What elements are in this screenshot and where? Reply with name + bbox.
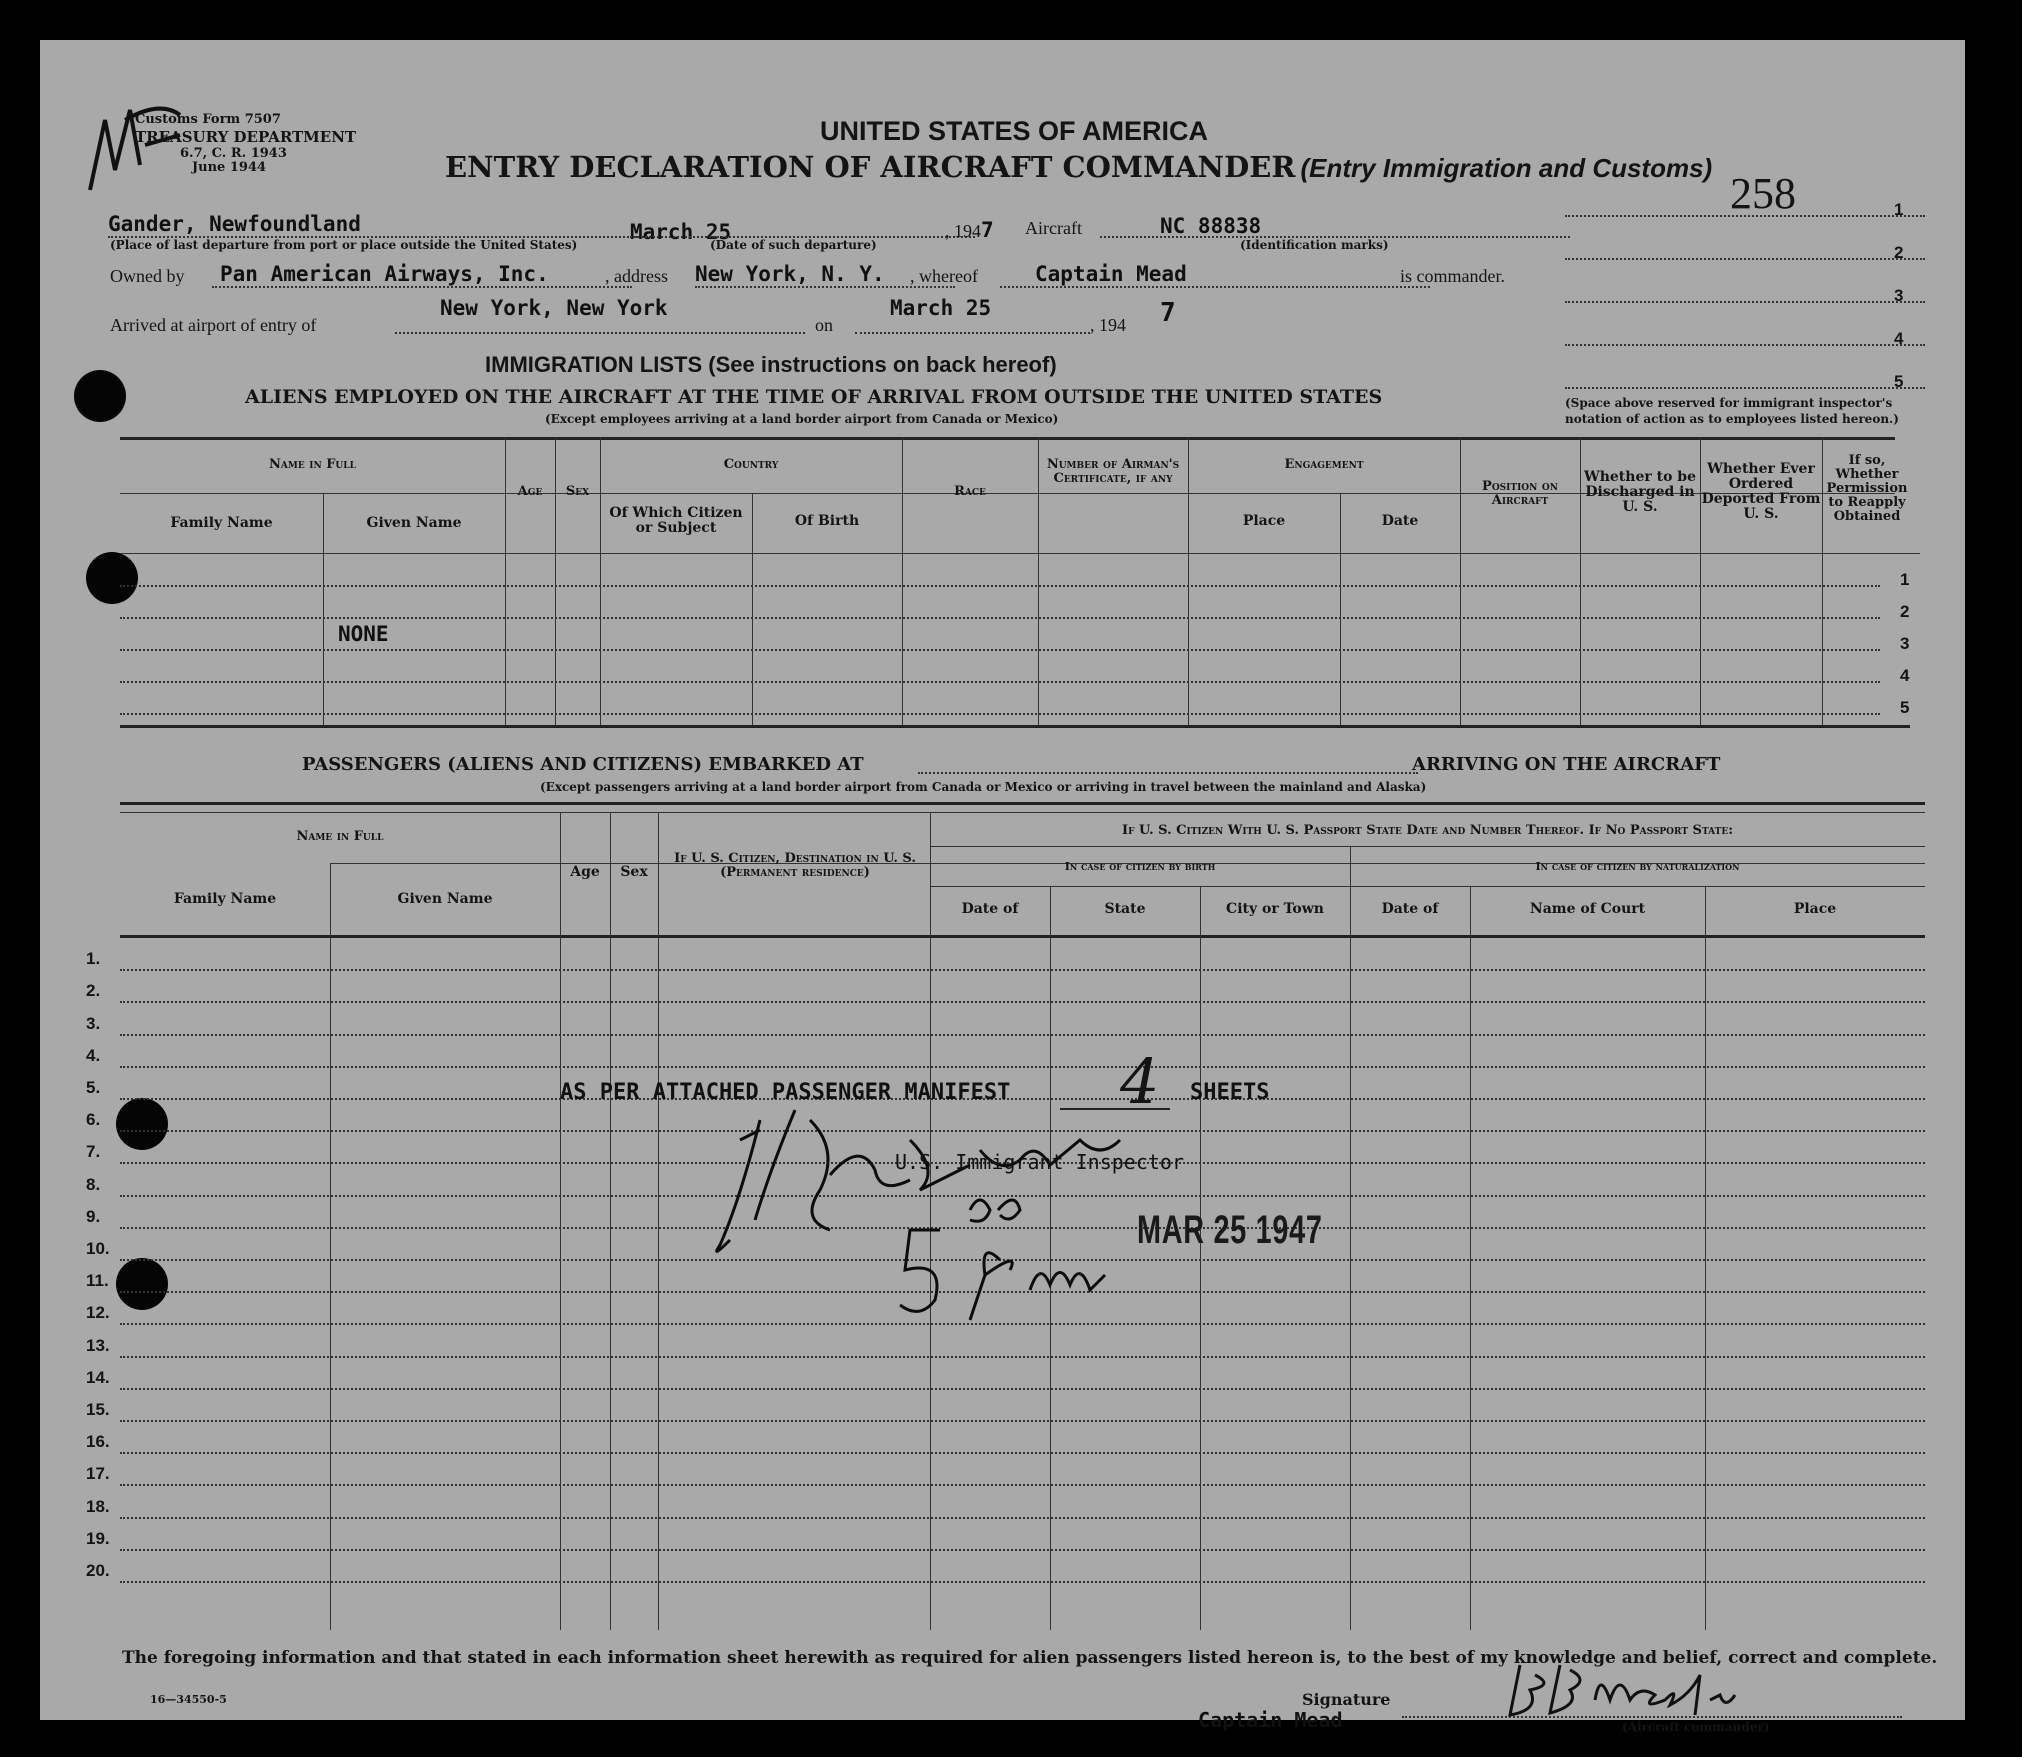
- passenger-row-line: [120, 1452, 1925, 1454]
- col-date: Date: [1381, 513, 1419, 529]
- passenger-row-line: [120, 1066, 1925, 1068]
- passengers-title: PASSENGERS (ALIENS AND CITIZENS) EMBARKED AT: [302, 754, 864, 775]
- passenger-row-number: 7.: [86, 1142, 101, 1161]
- pcol-by-birth: In case of citizen by birth: [1064, 860, 1216, 873]
- passenger-row-number: 12.: [86, 1303, 110, 1322]
- pcol-by-naturalization: In case of citizen by naturalization: [1535, 860, 1740, 873]
- immigration-subtitle: ALIENS EMPLOYED ON THE AIRCRAFT AT THE TIME OF ARRIVAL FROM OUTSIDE THE UNITED STATES: [245, 386, 1383, 408]
- pcol-given-name: Given Name: [397, 891, 493, 907]
- declaration-text: The foregoing information and that stated in each information sheet herewith as required for alien passengers listed hereon is, to the best of my knowledge and belief, correct and complete.: [122, 1648, 1938, 1668]
- alien-row-number: 3: [1900, 634, 1910, 653]
- passenger-row-line: [120, 1549, 1925, 1551]
- form-title-main: ENTRY DECLARATION OF AIRCRAFT COMMANDER: [445, 150, 1296, 184]
- aircraft-label: Aircraft: [1025, 218, 1082, 238]
- passenger-row-line: [120, 1517, 1925, 1519]
- passenger-row-line: [120, 1034, 1925, 1036]
- col-citizen-of: Of Which Citizen or Subject: [609, 505, 743, 536]
- col-country: Country: [723, 457, 779, 472]
- manifest-prefix: AS PER ATTACHED PASSENGER MANIFEST: [560, 1080, 1011, 1105]
- passenger-row-number: 9.: [86, 1207, 101, 1226]
- passenger-row-line: [120, 1388, 1925, 1390]
- col-permission: If so, Whether Permission to Reapply Obtained: [1826, 453, 1908, 524]
- manifest-count: 4: [1120, 1045, 1160, 1118]
- received-stamp: MAR 25 1947: [1137, 1208, 1323, 1252]
- immigration-note: (Except employees arriving at a land border airport from Canada or Mexico): [545, 412, 1059, 426]
- form-date: June 1944: [192, 160, 267, 175]
- owner-name: Pan American Airways, Inc.: [220, 262, 549, 286]
- passenger-row-number: 6.: [86, 1110, 101, 1129]
- pcol-age: Age: [570, 864, 600, 880]
- form-title-suffix: (Entry Immigration and Customs): [1300, 153, 1713, 183]
- passenger-row-line: [120, 969, 1925, 971]
- passenger-row-number: 16.: [86, 1432, 110, 1451]
- commander-name: Captain Mead: [1035, 262, 1187, 286]
- passenger-row-line: [120, 1581, 1925, 1583]
- pcol-destination: If U. S. Citizen, Destination in U. S. (Permanent residence): [674, 851, 916, 880]
- serial-number: 258: [1730, 169, 1796, 218]
- aliens-entry: NONE: [338, 622, 389, 646]
- immigration-title: IMMIGRATION LISTS (See instructions on back hereof): [485, 352, 1057, 377]
- pcol-state: State: [1104, 901, 1146, 917]
- col-family-name: Family Name: [170, 515, 273, 531]
- punch-hole: [116, 1258, 168, 1310]
- passenger-row-number: 14.: [86, 1368, 110, 1387]
- note-line-number: 1: [1894, 200, 1904, 219]
- passenger-row-number: 1.: [86, 949, 101, 968]
- on-label: on: [815, 315, 833, 335]
- note-line-number: 2: [1894, 243, 1904, 262]
- address-label: , address: [605, 266, 668, 286]
- aircraft-id-label: (Identification marks): [1240, 238, 1389, 252]
- punch-hole: [116, 1098, 168, 1150]
- passenger-row-number: 15.: [86, 1400, 110, 1419]
- arrival-year-prefix: , 194: [1090, 315, 1126, 335]
- arrival-airport: New York, New York: [440, 296, 668, 320]
- pcol-city: City or Town: [1226, 901, 1324, 917]
- note-line-number: 4: [1894, 329, 1904, 348]
- departure-place: Gander, Newfoundland: [108, 212, 361, 236]
- country-heading: UNITED STATES OF AMERICA: [820, 116, 1208, 146]
- passenger-row-number: 2.: [86, 981, 101, 1000]
- note-line-number: 3: [1894, 286, 1904, 305]
- owned-by-label: Owned by: [110, 266, 185, 286]
- alien-row-number: 5: [1900, 698, 1910, 717]
- col-sex: Sex: [565, 484, 590, 499]
- year-prefix: , 194: [945, 221, 981, 241]
- pcol-passport-header: If U. S. Citizen With U. S. Passport State Date and Number Thereof. If No Passport State:: [1121, 823, 1733, 838]
- year-field: [945, 218, 994, 242]
- passenger-row-number: 11.: [86, 1271, 109, 1290]
- passenger-row-line: [120, 1420, 1925, 1422]
- notes-caption: (Space above reserved for immigrant inspector's notation of action as to employees listed hereon.): [1565, 396, 1899, 426]
- whereof-label: , whereof: [910, 266, 978, 286]
- pcol-family-name: Family Name: [173, 891, 277, 907]
- arrival-date: March 25: [890, 296, 992, 320]
- passenger-row-number: 18.: [86, 1497, 110, 1516]
- col-given-name: Given Name: [366, 515, 462, 531]
- form-sheet: [40, 40, 1965, 1734]
- pcol-date-of-2: Date of: [1381, 901, 1439, 917]
- arrival-year-digit: 7: [1160, 298, 1176, 328]
- handwritten-time: [890, 1180, 1130, 1330]
- commander-signature: [1500, 1655, 1760, 1725]
- alien-row-number: 1: [1900, 570, 1910, 589]
- punch-hole: [74, 370, 126, 422]
- passenger-row-number: 17.: [86, 1464, 110, 1483]
- alien-row-number: 4: [1900, 666, 1910, 685]
- departure-date: March 25: [630, 220, 732, 244]
- owner-address: New York, N. Y.: [695, 262, 885, 286]
- aircraft-id: NC 88838: [1160, 214, 1262, 238]
- punch-hole: [86, 552, 138, 604]
- pcol-date-of: Date of: [961, 901, 1019, 917]
- is-commander-label: is commander.: [1400, 266, 1505, 286]
- commander-typed-name: Captain Mead: [1198, 1708, 1343, 1732]
- manifest-suffix: SHEETS: [1190, 1080, 1270, 1105]
- passenger-row-number: 4.: [86, 1046, 101, 1065]
- pcol-name-in-full: Name in Full: [296, 829, 384, 844]
- col-name-in-full: Name in Full: [269, 457, 356, 472]
- pcol-place: Place: [1793, 901, 1837, 917]
- passenger-row-line: [120, 1356, 1925, 1358]
- departure-place-label: (Place of last departure from port or place outside the United States): [110, 238, 578, 252]
- col-certificate: Number of Airman's Certificate, if any: [1046, 457, 1180, 486]
- year-digit: 7: [981, 218, 994, 242]
- pcol-sex: Sex: [620, 864, 648, 880]
- col-discharged: Whether to be Discharged in U. S.: [1584, 469, 1696, 515]
- signature-label: Signature: [1302, 1690, 1391, 1709]
- commander-caption: (Aircraft commander): [1622, 1720, 1770, 1734]
- form-department: TREASURY DEPARTMENT: [135, 128, 357, 146]
- passenger-row-line: [120, 1484, 1925, 1486]
- passenger-row-number: 13.: [86, 1336, 110, 1355]
- alien-row-number: 2: [1900, 602, 1910, 621]
- pcol-court: Name of Court: [1529, 901, 1646, 917]
- form-title: [445, 150, 1712, 184]
- footer-code: 16—34550-5: [150, 1693, 227, 1706]
- col-race: Race: [954, 484, 986, 499]
- form-number: Customs Form 7507: [135, 112, 281, 127]
- passenger-row-number: 5.: [86, 1078, 101, 1097]
- passengers-note: (Except passengers arriving at a land border airport from Canada or Mexico or arriving in travel between the mainland and Alaska): [540, 780, 1427, 794]
- col-age: Age: [517, 484, 543, 499]
- arrival-year-field: [1090, 315, 1126, 336]
- passenger-row-line: [120, 1001, 1925, 1003]
- departure-date-label: (Date of such departure): [710, 238, 877, 252]
- inspector-title: U.S. Immigrant Inspector: [895, 1150, 1184, 1174]
- passengers-title-right: ARRIVING ON THE AIRCRAFT: [1412, 754, 1721, 775]
- passenger-row-number: 3.: [86, 1014, 101, 1033]
- arrived-label: Arrived at airport of entry of: [110, 315, 317, 335]
- passenger-row-number: 8.: [86, 1175, 101, 1194]
- col-of-birth: Of Birth: [794, 513, 860, 529]
- note-line-number: 5: [1894, 372, 1904, 391]
- passenger-row-number: 19.: [86, 1529, 110, 1548]
- col-position: Position on Aircraft: [1482, 479, 1558, 508]
- form-cfr: 6.7, C. R. 1943: [180, 146, 287, 161]
- col-engagement: Engagement: [1284, 457, 1364, 472]
- passenger-row-number: 20.: [86, 1561, 110, 1580]
- passenger-row-number: 10.: [86, 1239, 110, 1258]
- col-deported: Whether Ever Ordered Deported From U. S.: [1701, 461, 1821, 522]
- col-place: Place: [1242, 513, 1286, 529]
